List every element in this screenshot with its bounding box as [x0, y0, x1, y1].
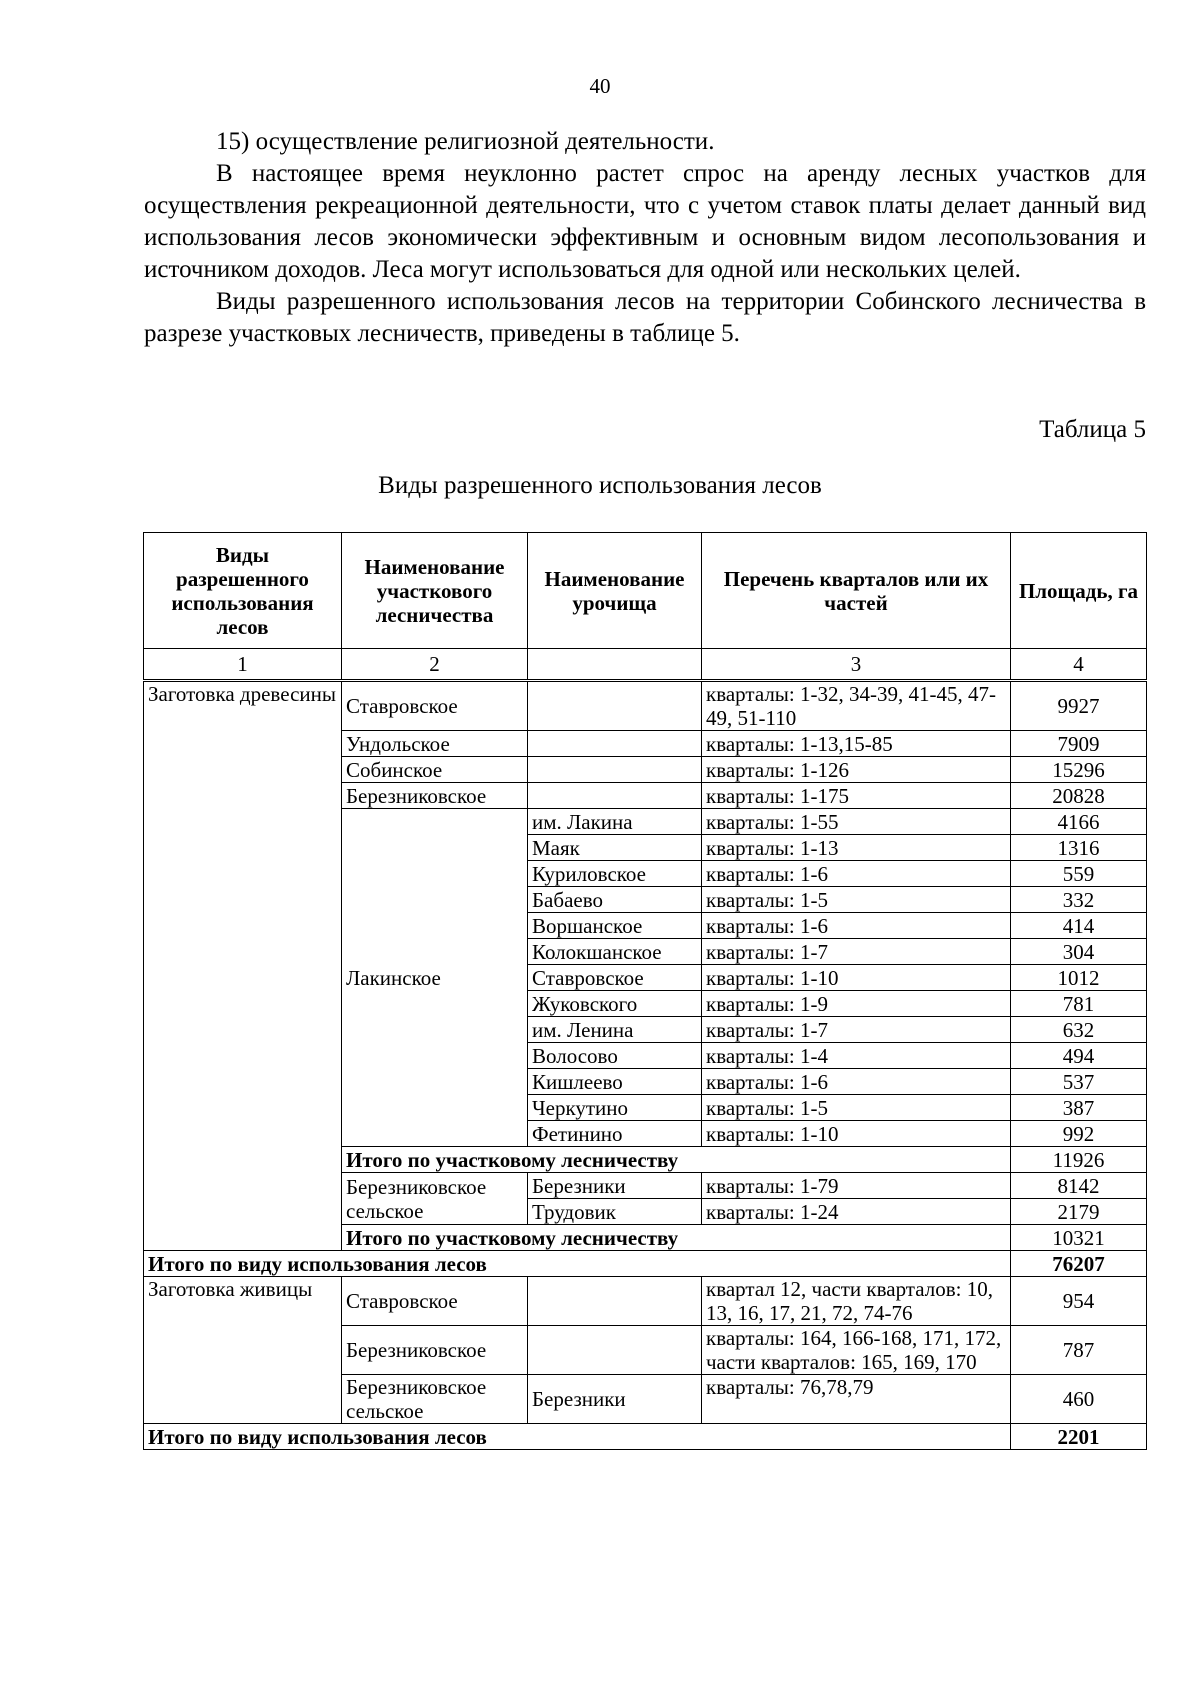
total-value: 2201: [1011, 1424, 1147, 1450]
tract-cell: Колокшанское: [528, 939, 702, 965]
area-cell: 8142: [1011, 1173, 1147, 1199]
table-header-row: [144, 533, 1147, 649]
tract-cell: Березники: [528, 1375, 702, 1424]
area-cell: 1012: [1011, 965, 1147, 991]
total-label: Итого по виду использования лесов: [144, 1251, 1011, 1277]
subtotal-label: Итого по участковому лесничеству: [342, 1147, 1011, 1173]
district-cell: Березниковское сельское: [342, 1375, 528, 1424]
column-number-row: [144, 649, 1147, 681]
tract-cell: [528, 783, 702, 809]
header-area: Площадь, га: [1011, 533, 1147, 649]
area-cell: 1316: [1011, 835, 1147, 861]
area-cell: 632: [1011, 1017, 1147, 1043]
quarters-cell: кварталы: 1-4: [702, 1043, 1011, 1069]
area-cell: 781: [1011, 991, 1147, 1017]
district-cell: Ставровское: [342, 1277, 528, 1326]
quarters-cell: кварталы: 1-126: [702, 757, 1011, 783]
subtotal-value: 11926: [1011, 1147, 1147, 1173]
header-tract: Наименование урочища: [528, 533, 702, 649]
total-value: 76207: [1011, 1251, 1147, 1277]
area-cell: 2179: [1011, 1199, 1147, 1225]
paragraph: 15) осуществление религиозной деятельности.: [216, 128, 715, 155]
tract-cell: [528, 1326, 702, 1375]
quarters-cell: кварталы: 1-13: [702, 835, 1011, 861]
area-cell: 787: [1011, 1326, 1147, 1375]
paragraph: В настоящее время неуклонно растет спрос на аренду лесных участков для осуществления рекреационной деятельности, что с учетом ставок платы делает данный вид использования лесов экономически эффективным и основным видом лесопользования и источником доходов. Леса могут использоваться для одной или нескольких целей.: [144, 160, 1146, 283]
forest-use-table: [143, 532, 1147, 1450]
quarters-cell: квартал 12, части кварталов: 10, 13, 16, 17, 21, 72, 74-76: [702, 1277, 1011, 1326]
quarters-cell: кварталы: 1-10: [702, 1121, 1011, 1147]
area-cell: 4166: [1011, 809, 1147, 835]
subtotal-value: 10321: [1011, 1225, 1147, 1251]
tract-cell: Черкутино: [528, 1095, 702, 1121]
tract-cell: им. Ленина: [528, 1017, 702, 1043]
total-row: [144, 1251, 1147, 1277]
area-cell: 559: [1011, 861, 1147, 887]
quarters-cell: кварталы: 76,78,79: [702, 1375, 1011, 1424]
quarters-cell: кварталы: 1-24: [702, 1199, 1011, 1225]
quarters-cell: кварталы: 1-6: [702, 913, 1011, 939]
district-cell: Лакинское: [342, 809, 528, 1147]
table-label: Таблица 5: [1039, 416, 1146, 443]
tract-cell: [528, 1277, 702, 1326]
area-cell: 304: [1011, 939, 1147, 965]
tract-cell: Ставровское: [528, 965, 702, 991]
header-quarters: Перечень кварталов или их частей: [702, 533, 1011, 649]
tract-cell: [528, 757, 702, 783]
tract-cell: Маяк: [528, 835, 702, 861]
quarters-cell: кварталы: 1-79: [702, 1173, 1011, 1199]
district-cell: Ставровское: [342, 681, 528, 731]
use-type-cell: Заготовка древесины: [144, 681, 342, 1251]
table-row: [144, 681, 1147, 731]
tract-cell: Фетинино: [528, 1121, 702, 1147]
table-title: Виды разрешенного использования лесов: [378, 472, 822, 499]
district-cell: Ундольское: [342, 731, 528, 757]
column-number: [528, 649, 702, 681]
quarters-cell: кварталы: 1-9: [702, 991, 1011, 1017]
quarters-cell: кварталы: 1-5: [702, 1095, 1011, 1121]
area-cell: 460: [1011, 1375, 1147, 1424]
total-row: [144, 1424, 1147, 1450]
quarters-cell: кварталы: 1-5: [702, 887, 1011, 913]
total-label: Итого по виду использования лесов: [144, 1424, 1011, 1450]
area-cell: 9927: [1011, 681, 1147, 731]
quarters-cell: кварталы: 1-7: [702, 939, 1011, 965]
tract-cell: Волосово: [528, 1043, 702, 1069]
tract-cell: Трудовик: [528, 1199, 702, 1225]
quarters-cell: кварталы: 1-175: [702, 783, 1011, 809]
table-row: [144, 1277, 1147, 1326]
tract-cell: им. Лакина: [528, 809, 702, 835]
quarters-cell: кварталы: 1-32, 34-39, 41-45, 47-49, 51-110: [702, 681, 1011, 731]
quarters-cell: кварталы: 1-6: [702, 861, 1011, 887]
area-cell: 992: [1011, 1121, 1147, 1147]
quarters-cell: кварталы: 1-10: [702, 965, 1011, 991]
column-number: 3: [702, 649, 1011, 681]
area-cell: 20828: [1011, 783, 1147, 809]
tract-cell: [528, 731, 702, 757]
column-number: 1: [144, 649, 342, 681]
area-cell: 414: [1011, 913, 1147, 939]
body-text: [144, 126, 1146, 350]
tract-cell: Жуковского: [528, 991, 702, 1017]
quarters-cell: кварталы: 164, 166-168, 171, 172, части кварталов: 165, 169, 170: [702, 1326, 1011, 1375]
paragraph: Виды разрешенного использования лесов на территории Собинского лесничества в разрезе участковых лесничеств, приведены в таблице 5.: [144, 288, 1146, 347]
tract-cell: [528, 681, 702, 731]
tract-cell: Куриловское: [528, 861, 702, 887]
district-cell: Собинское: [342, 757, 528, 783]
area-cell: 954: [1011, 1277, 1147, 1326]
header-district: Наименование участкового лесничества: [342, 533, 528, 649]
use-type-cell: Заготовка живицы: [144, 1277, 342, 1424]
quarters-cell: кварталы: 1-7: [702, 1017, 1011, 1043]
quarters-cell: кварталы: 1-6: [702, 1069, 1011, 1095]
tract-cell: Березники: [528, 1173, 702, 1199]
area-cell: 15296: [1011, 757, 1147, 783]
page-number: 40: [589, 74, 611, 98]
tract-cell: Бабаево: [528, 887, 702, 913]
column-number: 4: [1011, 649, 1147, 681]
district-cell: Березниковское: [342, 1326, 528, 1375]
area-cell: 494: [1011, 1043, 1147, 1069]
area-cell: 537: [1011, 1069, 1147, 1095]
tract-cell: Кишлеево: [528, 1069, 702, 1095]
header-use-type: Виды разрешенного использования лесов: [144, 533, 342, 649]
area-cell: 7909: [1011, 731, 1147, 757]
district-cell: Березниковское: [342, 783, 528, 809]
area-cell: 332: [1011, 887, 1147, 913]
quarters-cell: кварталы: 1-13,15-85: [702, 731, 1011, 757]
subtotal-label: Итого по участковому лесничеству: [342, 1225, 1011, 1251]
column-number: 2: [342, 649, 528, 681]
quarters-cell: кварталы: 1-55: [702, 809, 1011, 835]
area-cell: 387: [1011, 1095, 1147, 1121]
tract-cell: Воршанское: [528, 913, 702, 939]
district-cell: Березниковское сельское: [342, 1173, 528, 1225]
